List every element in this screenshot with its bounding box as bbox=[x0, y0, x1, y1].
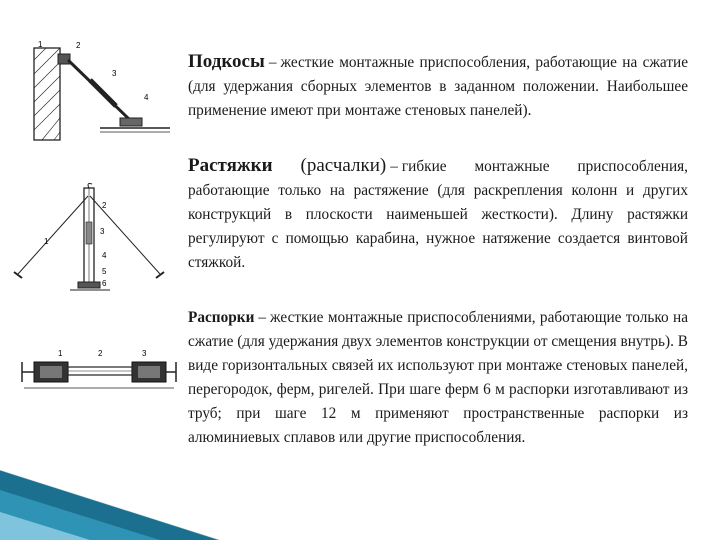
guy-label-1: 1 bbox=[44, 237, 49, 246]
struts-text: жесткие монтажные приспособления, работающие на сжатие (для удержания сборных элементов в заданном положении. Наибольшее применение имеют при монтаже стеновых панелей). bbox=[188, 54, 688, 119]
guys-text: гибкие монтажные приспособления, работающие только на растяжение (для раскрепления колонн и других конструкций в плоскости наименьшей жесткости). Длину растяжки регулируют с помощью карабина, нужное натяжение создается винтовой стяжкой. bbox=[188, 158, 688, 271]
spreader-label-3: 3 bbox=[142, 349, 147, 358]
spreaders-text: жесткие монтажные приспособлениями, работающие только на сжатие (для удержания двух элементов конструкции от смещения внутрь). В виде горизонтальных связей их используют при монтаже стеновых панелей, перегородок, ферм, ригелей. При шаге ферм 6 м распорки изготавливают из труб; при шаге 12 м применяют пространственные распорки из алюминиевых сплавов или другие приспособления. bbox=[188, 309, 688, 446]
strut-figure bbox=[20, 40, 180, 145]
dash: – bbox=[390, 158, 398, 175]
guy-label-2: 2 bbox=[102, 201, 107, 210]
term-guys-extra: (расчалки) bbox=[300, 155, 387, 176]
term-guys: Растяжки bbox=[188, 155, 273, 176]
term-struts: Подкосы bbox=[188, 51, 265, 72]
spreader-label-1: 1 bbox=[58, 349, 63, 358]
guy-label-4: 4 bbox=[102, 251, 107, 260]
guy-label-6: 6 bbox=[102, 279, 107, 288]
guy-label-5: 5 bbox=[102, 267, 107, 276]
strut-label-4: 4 bbox=[144, 93, 149, 102]
dash: – bbox=[268, 54, 277, 71]
paragraph-guys bbox=[188, 154, 688, 275]
paragraph-struts bbox=[188, 50, 688, 123]
spreader-label-2: 2 bbox=[98, 349, 103, 358]
paragraph-spreaders bbox=[188, 306, 688, 450]
dash: – bbox=[258, 309, 267, 326]
strut-label-2: 2 bbox=[76, 41, 81, 50]
strut-label-3: 3 bbox=[112, 69, 117, 78]
strut-label-1: 1 bbox=[38, 40, 43, 49]
guy-label-3: 3 bbox=[100, 227, 105, 236]
decorative-corner-shape bbox=[0, 450, 220, 540]
term-spreaders: Распорки bbox=[188, 309, 255, 326]
guy-wire-figure bbox=[10, 182, 180, 302]
spreader-figure bbox=[14, 340, 184, 410]
